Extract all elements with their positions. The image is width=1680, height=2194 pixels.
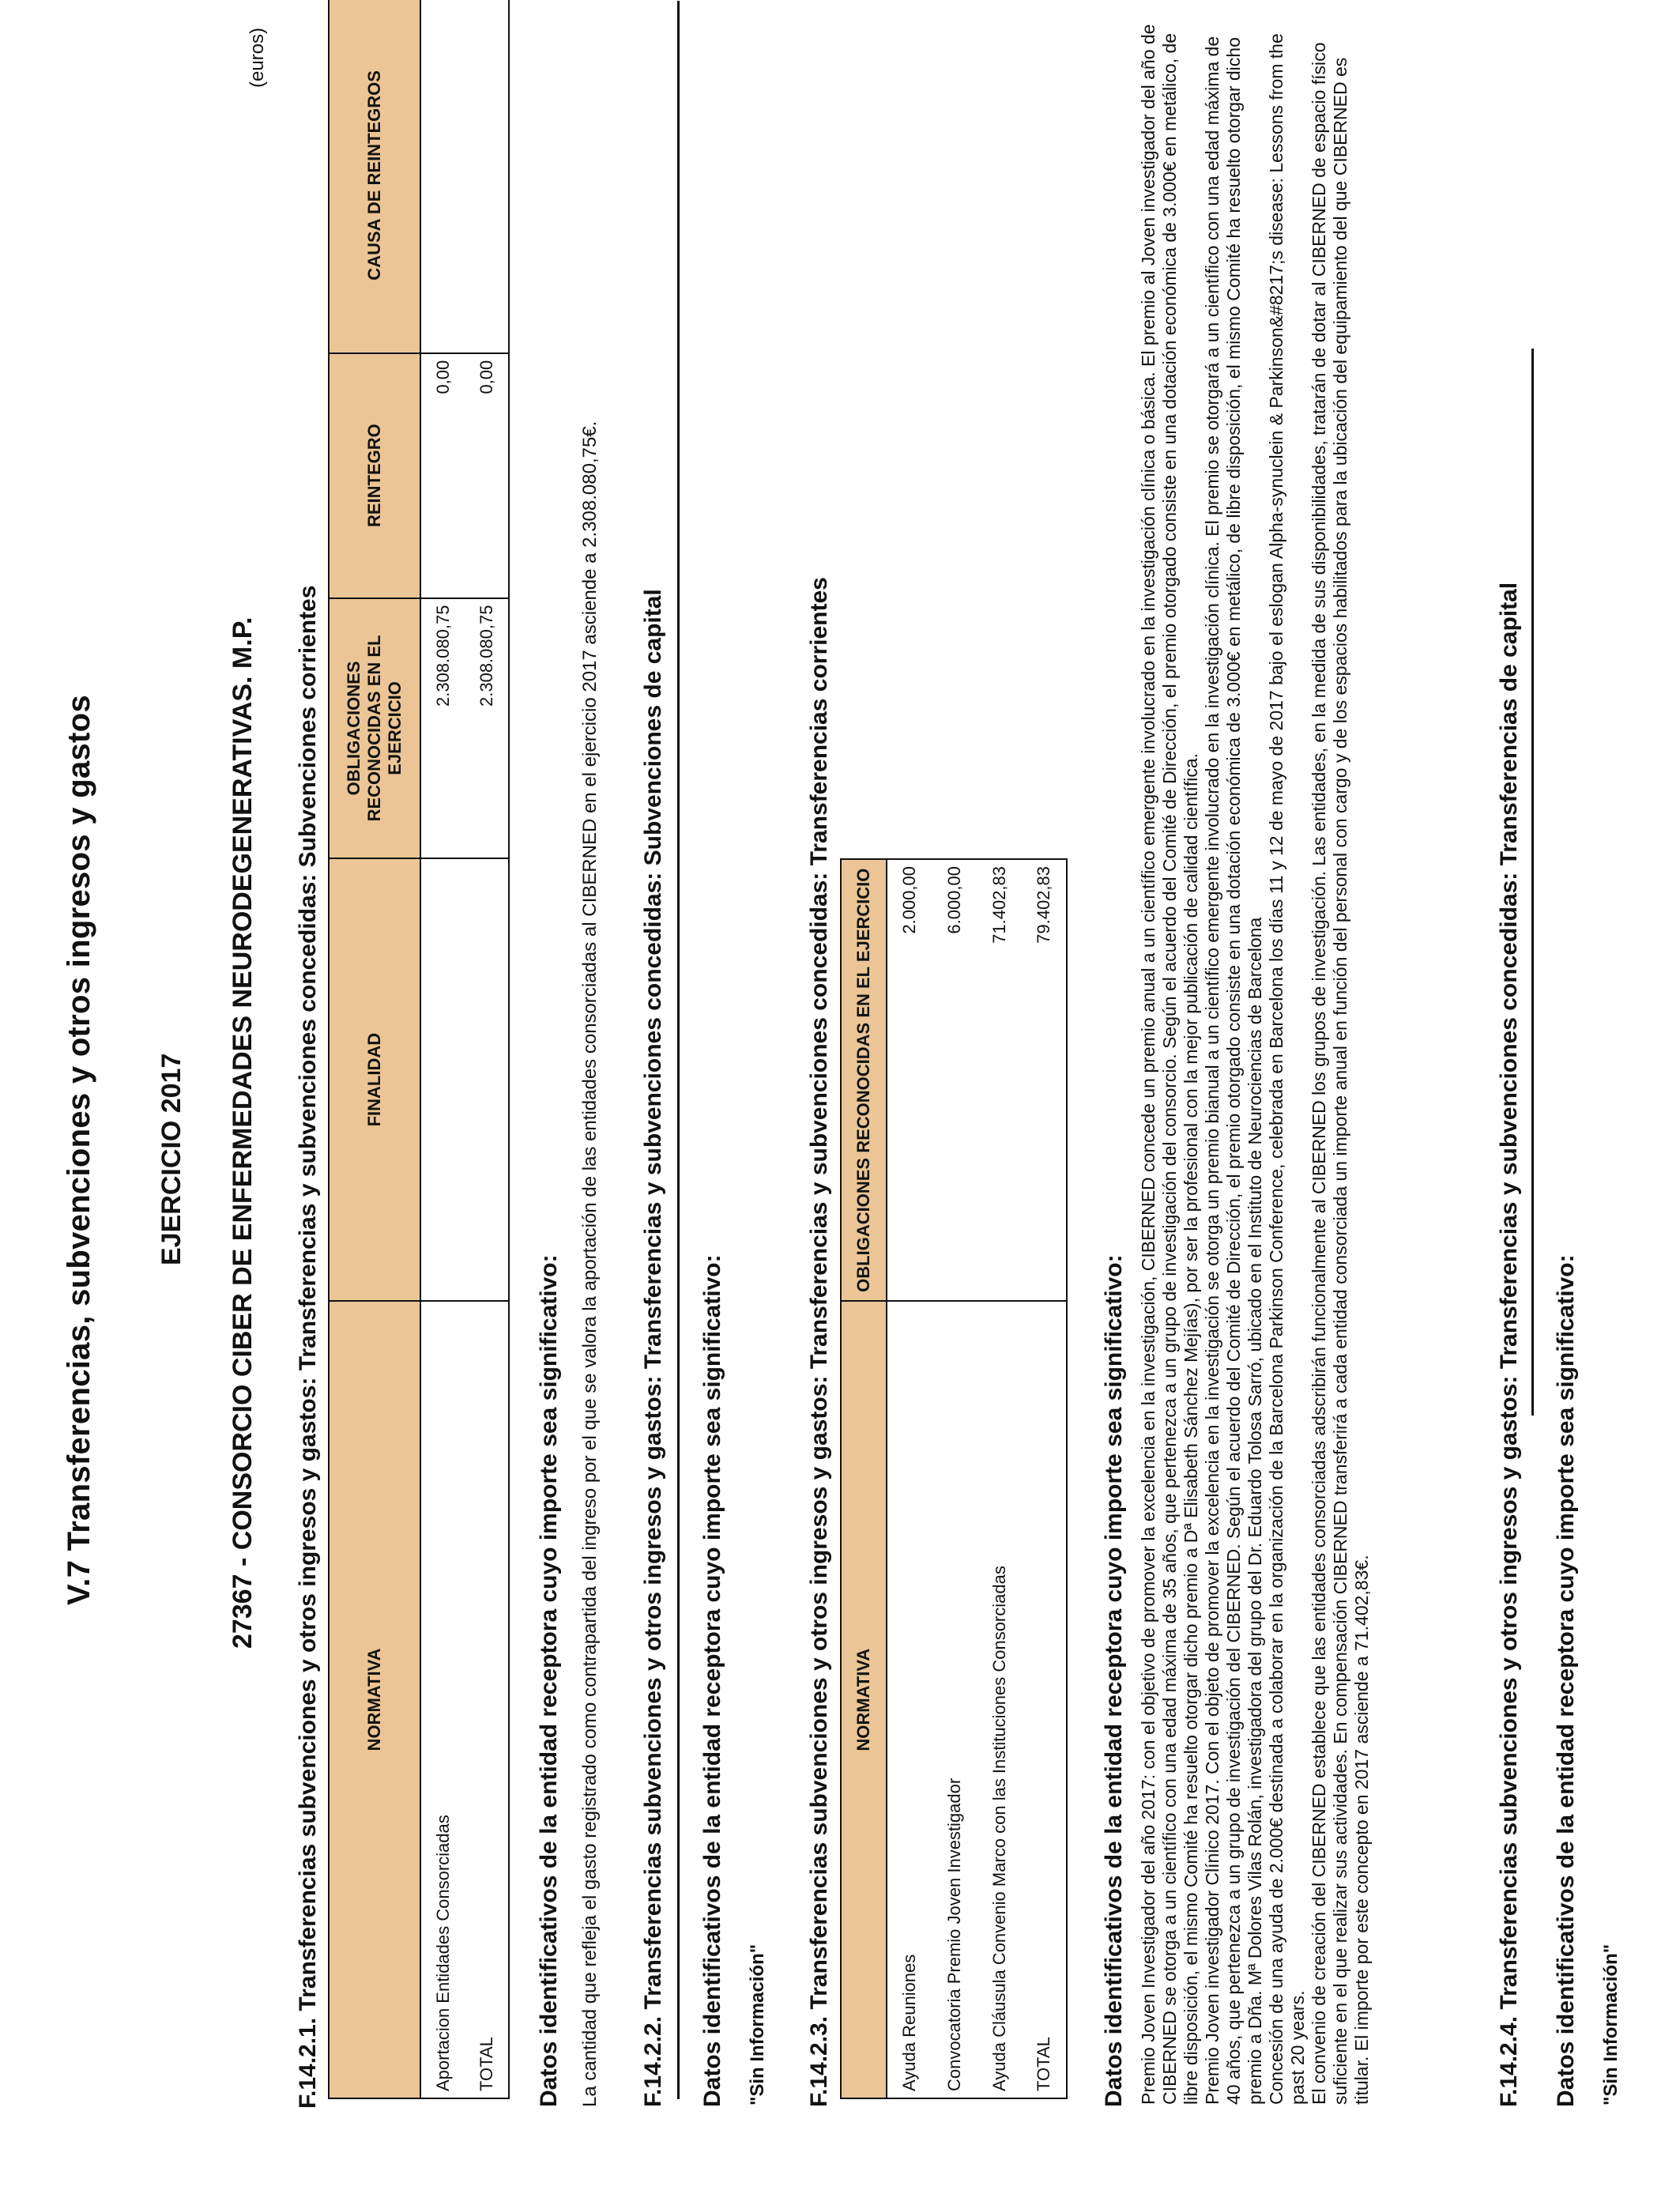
section-2-title: F.14.2.2. Transferencias subvenciones y otros ingresos y gastos: Transferencias y subvenciones concedidas: Subvenciones de capital bbox=[640, 589, 666, 2107]
cell-obligaciones: 2.308.080,75 bbox=[465, 598, 509, 859]
cell-normativa: TOTAL bbox=[465, 1301, 509, 2098]
table-row-total bbox=[465, 0, 509, 2098]
entity-name: 27367 - CONSORCIO CIBER DE ENFERMEDADES NEURODEGENERATIVAS. M.P. bbox=[228, 616, 258, 1649]
col-causa-reintegros: CAUSA DE REINTEGROS bbox=[329, 0, 420, 353]
section-3-title: F.14.2.3. Transferencias subvenciones y otros ingresos y gastos: Transferencias y subvenciones concedidas: Transferencias corrientes bbox=[806, 577, 832, 2107]
table-row bbox=[420, 0, 465, 2098]
section-1-receptor-title: Datos identificativos de la entidad receptora cuyo importe sea significativo: bbox=[536, 1254, 562, 2107]
transferencias-corrientes-table bbox=[840, 858, 1068, 2099]
section-4-rule bbox=[1531, 349, 1534, 1416]
table-row-total bbox=[1022, 859, 1067, 2098]
cell-normativa: TOTAL bbox=[1022, 1301, 1067, 2098]
cell-reintegro: 0,00 bbox=[420, 353, 465, 598]
col-obligaciones: OBLIGACIONES RECONOCIDAS EN EL EJERCICIO bbox=[329, 598, 420, 859]
section-3-receptor-title: Datos identificativos de la entidad receptora cuyo importe sea significativo: bbox=[1101, 1254, 1127, 2107]
cell-obligaciones: 79.402,83 bbox=[1022, 859, 1067, 1301]
cell-normativa: Ayuda Cláusula Convenio Marco con las Instituciones Consorciadas bbox=[977, 1301, 1022, 2098]
col-normativa: NORMATIVA bbox=[329, 1301, 420, 2098]
table-row bbox=[932, 859, 977, 2098]
cell-causa bbox=[465, 0, 509, 353]
paragraph-convenio: El convenio de creación del CIBERNED establece que las entidades consorciadas adscribirán funcionalmente al CIBERNED los grupos de investigación. Las entidades, en la medida de sus disponibilidades, tratarán de dotar al CIBERNED de espacio físico suficiente en el que realizar sus actividades. En compensación CIBERNED transferirá a cada entidad consorciada un importe anual en función del personal con cargo y de los espacios habilitados para la ubicación del equipamiento del que CIBERNED es titular. El importe por este concepto en 2017 asciende a 71.402,83€. bbox=[1309, 42, 1372, 2105]
col-reintegro: REINTEGRO bbox=[329, 353, 420, 598]
col-normativa: NORMATIVA bbox=[841, 1301, 887, 2098]
section-3-paragraphs bbox=[1138, 18, 1373, 2105]
col-obligaciones: OBLIGACIONES RECONOCIDAS EN EL EJERCICIO bbox=[841, 859, 887, 1301]
cell-finalidad bbox=[420, 858, 465, 1301]
cell-normativa: Aportacion Entidades Consorciadas bbox=[420, 1301, 465, 2098]
table-row bbox=[977, 859, 1022, 2098]
cell-normativa: Ayuda Reuniones bbox=[887, 1301, 932, 2098]
cell-obligaciones: 71.402,83 bbox=[977, 859, 1022, 1301]
exercise-label: EJERCICIO 2017 bbox=[156, 1053, 186, 1265]
section-4-no-info: "Sin Información" bbox=[1600, 1943, 1622, 2105]
col-finalidad: FINALIDAD bbox=[329, 858, 420, 1301]
paragraph-premio-joven-investigador: Premio Joven Investigador del año 2017: con el objetivo de promover la excelencia en la investigación, CIBERNED concede un premio anual a un científico emergente involucrado en la investigación clínica o básica. El premio al Joven investigador del año de CIBERNED se otorga a un científico con una edad máxima de 35 años, que pertenezca a un grupo de investigación del consorcio. Según el acuerdo del Comité de Dirección, el premio otorgado consiste en una dotación económica de 3.000€ en metálico, de libre disposición, el mismo Comité ha resuelto otorgar dicho premio a Dª Elisabeth Sánchez Mejías), por ser la profesional con la mejor publicación de calidad científica. bbox=[1138, 24, 1201, 2105]
section-1-note: La cantidad que refleja el gasto registrado como contrapartida del ingreso por el que se valora la aportación de las entidades consorciadas al CIBERNED en el ejercicio 2017 asciende a 2.308.080,75€. bbox=[579, 420, 601, 2107]
table-row bbox=[887, 859, 932, 2098]
cell-causa bbox=[420, 0, 465, 353]
section-4-title: F.14.2.4. Transferencias subvenciones y otros ingresos y gastos: Transferencias y subvenciones concedidas: Transferencias de capital bbox=[1496, 582, 1522, 2107]
cell-normativa: Convocatoria Premio Joven Investigador bbox=[932, 1301, 977, 2098]
cell-reintegro: 0,00 bbox=[465, 353, 509, 598]
paragraph-premio-clinico: Premio Joven investigador Clínico 2017. Con el objeto de promover la excelencia en la investigación se otorga un premio bianual a un científico emergente involucrado en la investigación clínica. El premio se otorgará a un científico con una edad máxima de 40 años, que pertenezca a un grupo de investigación del CIBERNED. Según el acuerdo del Comité de Dirección, el premio otorgado consiste en una dotación económica de 3.000€ en metálico, de libre disposición, el mismo Comité ha resuelto otorgar dicho premio a Dña. Mª Dolores Vilas Rolán, investigadora del grupo del Dr. Eduardo Tolosa Sarró, ubicado en el Instituto de Neurociencias de Barcelona bbox=[1202, 36, 1265, 2105]
section-2-no-info: "Sin Información" bbox=[747, 1943, 768, 2105]
currency-unit: (euros) bbox=[247, 27, 268, 88]
cell-obligaciones: 2.308.080,75 bbox=[420, 598, 465, 859]
subvenciones-corrientes-table bbox=[328, 0, 510, 2099]
cell-finalidad bbox=[465, 858, 509, 1301]
section-1-title: F.14.2.1. Transferencias subvenciones y otros ingresos y gastos: Transferencias y subvenciones concedidas: Subvenciones corrientes bbox=[295, 585, 321, 2109]
cell-obligaciones: 2.000,00 bbox=[887, 859, 932, 1301]
section-4-receptor-title: Datos identificativos de la entidad receptora cuyo importe sea significativo: bbox=[1553, 1254, 1579, 2107]
cell-obligaciones: 6.000,00 bbox=[932, 859, 977, 1301]
section-2-receptor-title: Datos identificativos de la entidad receptora cuyo importe sea significativo: bbox=[699, 1254, 725, 2107]
section-2-rule bbox=[677, 1, 680, 2099]
page-title: V.7 Transferencias, subvenciones y otros ingresos y gastos bbox=[62, 695, 96, 1605]
paragraph-ayuda-conferencia: Concesión de una ayuda de 2.000€ destinada a colaborar en la organización de la Barcelona Parkinson Conference, celebrada en Barcelona los días 11 y 12 de mayo de 2017 bajo el eslogan Alpha-synuclein & Parkinson&#8217;s disease: Lessons from the past 20 years. bbox=[1266, 33, 1308, 2105]
